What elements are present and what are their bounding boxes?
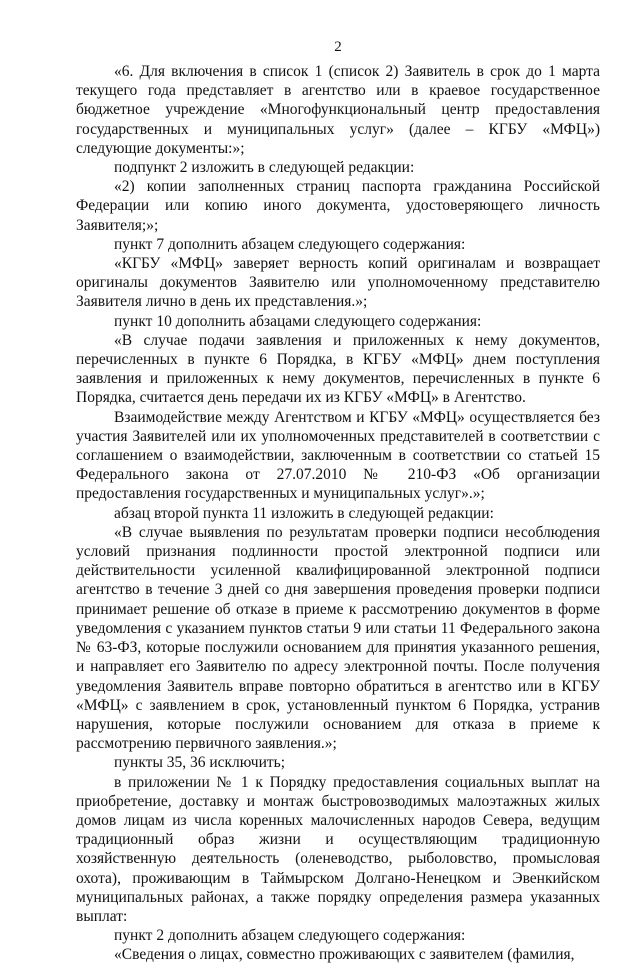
paragraph: «Сведения о лицах, совместно проживающих с заявителем (фамилия, [114, 946, 575, 964]
paragraph: «КГБУ «МФЦ» заверяет верность копий оригиналам и возвращает оригиналы документов Заявителю или уполномоченному представителю Заявителя лично в день их представления.»; [76, 255, 600, 311]
page-number: 2 [334, 39, 342, 55]
paragraph: пункт 10 дополнить абзацами следующего содержания: [114, 312, 482, 330]
paragraph: Взаимодействие между Агентством и КГБУ «МФЦ» осуществляется без участия Заявителей или их уполномоченных представителей в соответствии с соглашением о взаимодействии, заключенным в соответствии со статьей 15 Федерального закона от 27.07.2010 № 210-ФЗ «Об организации предоставления государственных и муниципальных услуг».»; [76, 408, 600, 503]
paragraph: «2) копии заполненных страниц паспорта гражданина Российской Федерации или копию иного документа, удостоверяющего личность Заявителя;»; [76, 178, 600, 234]
paragraph: абзац второй пункта 11 изложить в следующей редакции: [114, 504, 494, 522]
paragraph: пункт 2 дополнить абзацем следующего содержания: [114, 927, 466, 945]
paragraph: подпункт 2 изложить в следующей редакции: [114, 159, 415, 177]
document-page [76, 38, 600, 965]
paragraph: «В случае выявления по результатам проверки подписи несоблюдения условий признания подлинности простой электронной подписи или действительности усиленной квалифицированной электронной подписи агентство в течение 3 дней со дня завершения проведения проверки подписи принимает решение об отказе в приеме к рассмотрению документов в форме уведомления с указанием пунктов статьи 9 или статьи 11 Федерального закона № 63-ФЗ, которые послужили основанием для принятия указанного решения, и направляет его Заявителю по адресу электронной почты. После получения уведомления Заявитель вправе повторно обратиться в агентство или в КГБУ «МФЦ» с заявлением в срок, установленный пунктом 6 Порядка, устранив нарушения, которые послужили основанием для отказа в приеме к рассмотрению первичного заявления.»; [76, 523, 600, 753]
paragraph: пункт 7 дополнить абзацем следующего содержания: [114, 235, 466, 253]
paragraph: в приложении № 1 к Порядку предоставления социальных выплат на приобретение, доставку и монтаж быстровозводимых малоэтажных жилых домов лицам из числа коренных малочисленных народов Севера, ведущим традиционный образ жизни и осуществляющим традиционную хозяйственную деятельность (оленеводство, рыболовство, промысловая охота), проживающим в Таймырском Долгано-Ненецком и Эвенкийском муниципальных районах, а также порядку определения размера указанных выплат: [76, 773, 600, 925]
paragraph: пункты 35, 36 исключить; [114, 754, 286, 772]
paragraph: «В случае подачи заявления и приложенных к нему документов, перечисленных в пункте 6 Порядка, в КГБУ «МФЦ» днем поступления заявления и приложенных к нему документов, перечисленных в пункте 6 Порядка, считается день передачи их из КГБУ «МФЦ» в Агентство. [76, 331, 600, 407]
paragraph: «6. Для включения в список 1 (список 2) Заявитель в срок до 1 марта текущего года представляет в агентство или в краевое государственное бюджетное учреждение «Многофункциональный центр предоставления государственных и муниципальных услуг» (далее – КГБУ «МФЦ») следующие документы:»; [76, 63, 600, 157]
